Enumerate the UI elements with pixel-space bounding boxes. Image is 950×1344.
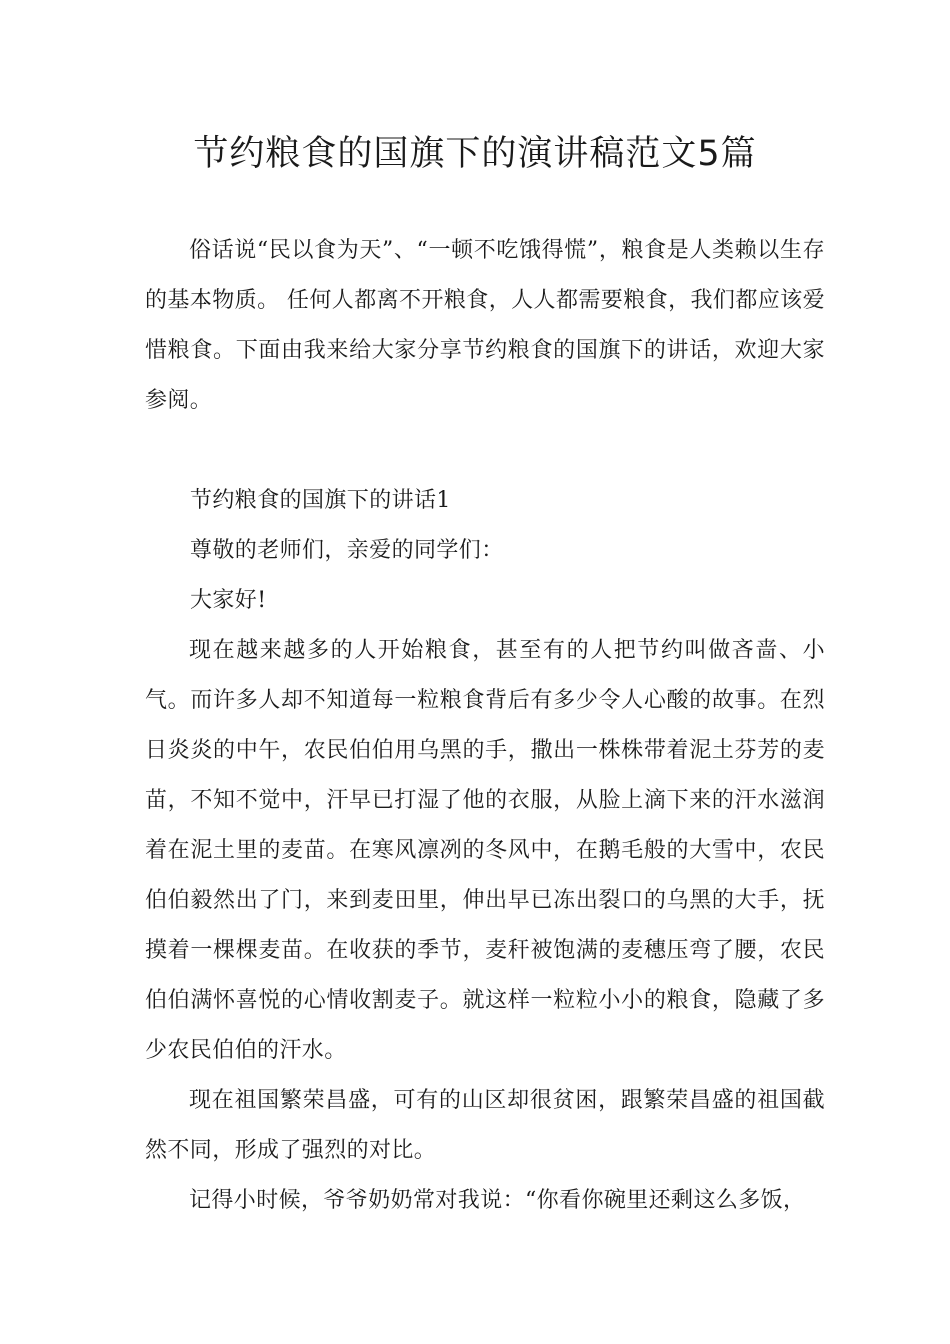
document-title: 节约粮食的国旗下的演讲稿范文5篇 xyxy=(193,134,757,174)
greeting: 大家好! xyxy=(190,588,267,613)
intro-paragraph: 俗话说“民以食为天”、“一顿不吃饿得慌”，粮食是人类赖以生存的基本物质。 任何人都离不开粮食，人人都需要粮食，我们都应该爱惜粮食。下面由我来给大家分享节约粮食的国旗下的讲话，欢迎大家参阅。 xyxy=(145,238,825,413)
body-paragraph-1: 现在越来越多的人开始粮食，甚至有的人把节约叫做吝啬、小气。而许多人却不知道每一粒粮食背后有多少令人心酸的故事。在烈日炎炎的中午，农民伯伯用乌黑的手，撒出一株株带着泥土芬芳的麦苗，不知不觉中，汗早已打湿了他的衣服，从脸上滴下来的汗水滋润着在泥土里的麦苗。在寒风凛冽的冬风中，在鹅毛般的大雪中，农民伯伯毅然出了门，来到麦田里，伸出早已冻出裂口的乌黑的大手，抚摸着一棵棵麦苗。在收获的季节，麦秆被饱满的麦穗压弯了腰，农民伯伯满怀喜悦的心情收割麦子。就这样一粒粒小小的粮食，隐藏了多少农民伯伯的汗水。 xyxy=(145,638,825,1063)
body-paragraph-3: 记得小时候，爷爷奶奶常对我说：“你看你碗里还剩这么多饭， xyxy=(189,1188,806,1213)
section-heading: 节约粮食的国旗下的讲话1 xyxy=(190,488,451,513)
body-paragraph-2: 现在祖国繁荣昌盛，可有的山区却很贫困，跟繁荣昌盛的祖国截然不同，形成了强烈的对比。 xyxy=(145,1088,825,1163)
salutation: 尊敬的老师们，亲爱的同学们： xyxy=(190,538,504,563)
